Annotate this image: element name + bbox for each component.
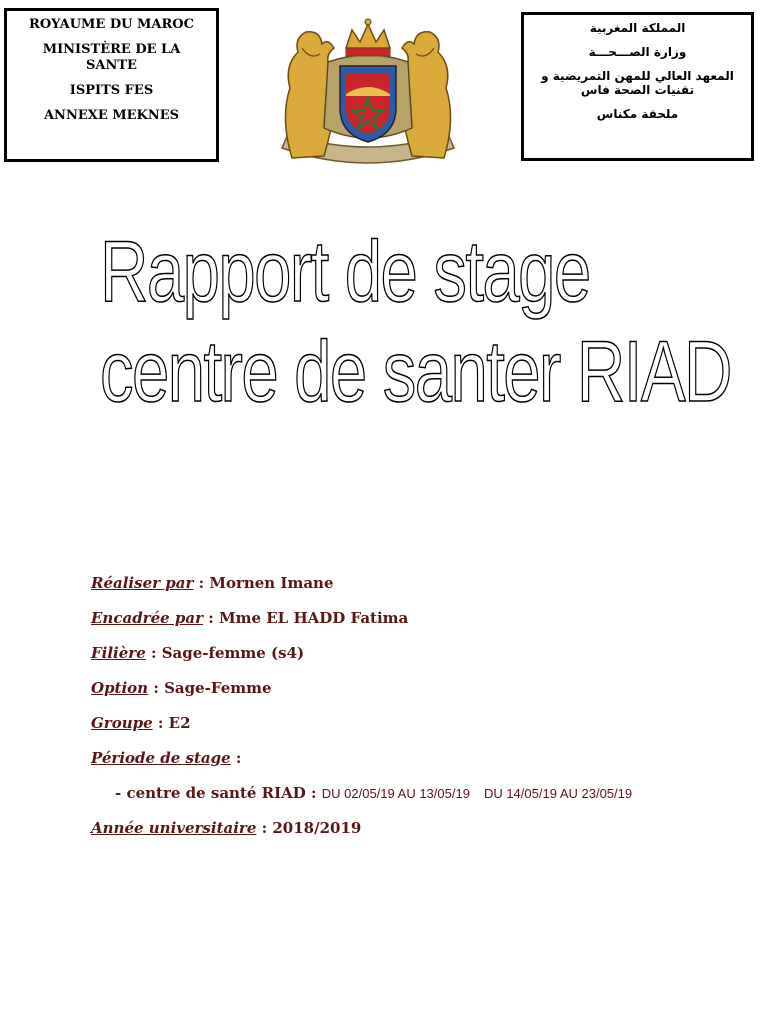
report-title xyxy=(100,222,731,422)
option-value: : Sage-Femme xyxy=(148,679,272,697)
header-right-line2: وزارة الصـــحـــة xyxy=(588,45,687,59)
info-row-filiere xyxy=(91,642,751,677)
periode-label: Période de stage xyxy=(91,749,231,767)
header-right-line4: ملحقة مكناس xyxy=(596,107,679,121)
header-left-line4: ANNEXE MEKNES xyxy=(43,108,180,123)
dates-second: DU 14/05/19 AU 23/05/19 xyxy=(483,786,633,801)
header-right-line1: المملكة المغربية xyxy=(589,21,686,35)
filiere-label: Filière xyxy=(91,644,146,662)
annee-value: : 2018/2019 xyxy=(256,819,362,837)
header-right-box xyxy=(521,12,754,161)
info-row-centre xyxy=(91,782,751,817)
header-left-box xyxy=(4,8,219,162)
groupe-label: Groupe xyxy=(91,714,153,732)
header-left-line2: MINISTÈRE DE LA SANTE xyxy=(42,42,181,73)
info-row-groupe xyxy=(91,712,751,747)
info-row-annee xyxy=(91,817,751,852)
header-left-line1: ROYAUME DU MAROC xyxy=(29,17,194,32)
info-row-option xyxy=(91,677,751,712)
filiere-value: : Sage-femme (s4) xyxy=(145,644,305,662)
option-label: Option xyxy=(91,679,149,697)
info-row-realiser xyxy=(91,572,751,607)
realiser-value: : Mornen Imane xyxy=(193,574,334,592)
report-info xyxy=(91,572,751,852)
annee-label: Année universitaire xyxy=(91,819,257,837)
groupe-value: : E2 xyxy=(152,714,191,732)
centre-text: - centre de santé RIAD : xyxy=(115,784,322,802)
encadree-value: : Mme EL HADD Fatima xyxy=(203,609,409,627)
encadree-label: Encadrée par xyxy=(91,609,204,627)
dates-first: DU 02/05/19 AU 13/05/19 xyxy=(321,786,470,801)
header-left-line3: ISPITS FES xyxy=(69,83,154,98)
moroccan-coat-of-arms-icon xyxy=(262,8,474,173)
report-title-line1: Rapport de stage xyxy=(100,224,590,320)
info-row-encadree xyxy=(91,607,751,642)
report-title-line2: centre de santer RIAD xyxy=(100,324,731,420)
realiser-label: Réaliser par xyxy=(91,574,194,592)
info-row-periode xyxy=(91,747,751,782)
header-right-line3: المعهد العالي للمهن التمريضية و تقنيات الصحة فاس xyxy=(541,69,734,97)
periode-value: : xyxy=(230,749,242,767)
